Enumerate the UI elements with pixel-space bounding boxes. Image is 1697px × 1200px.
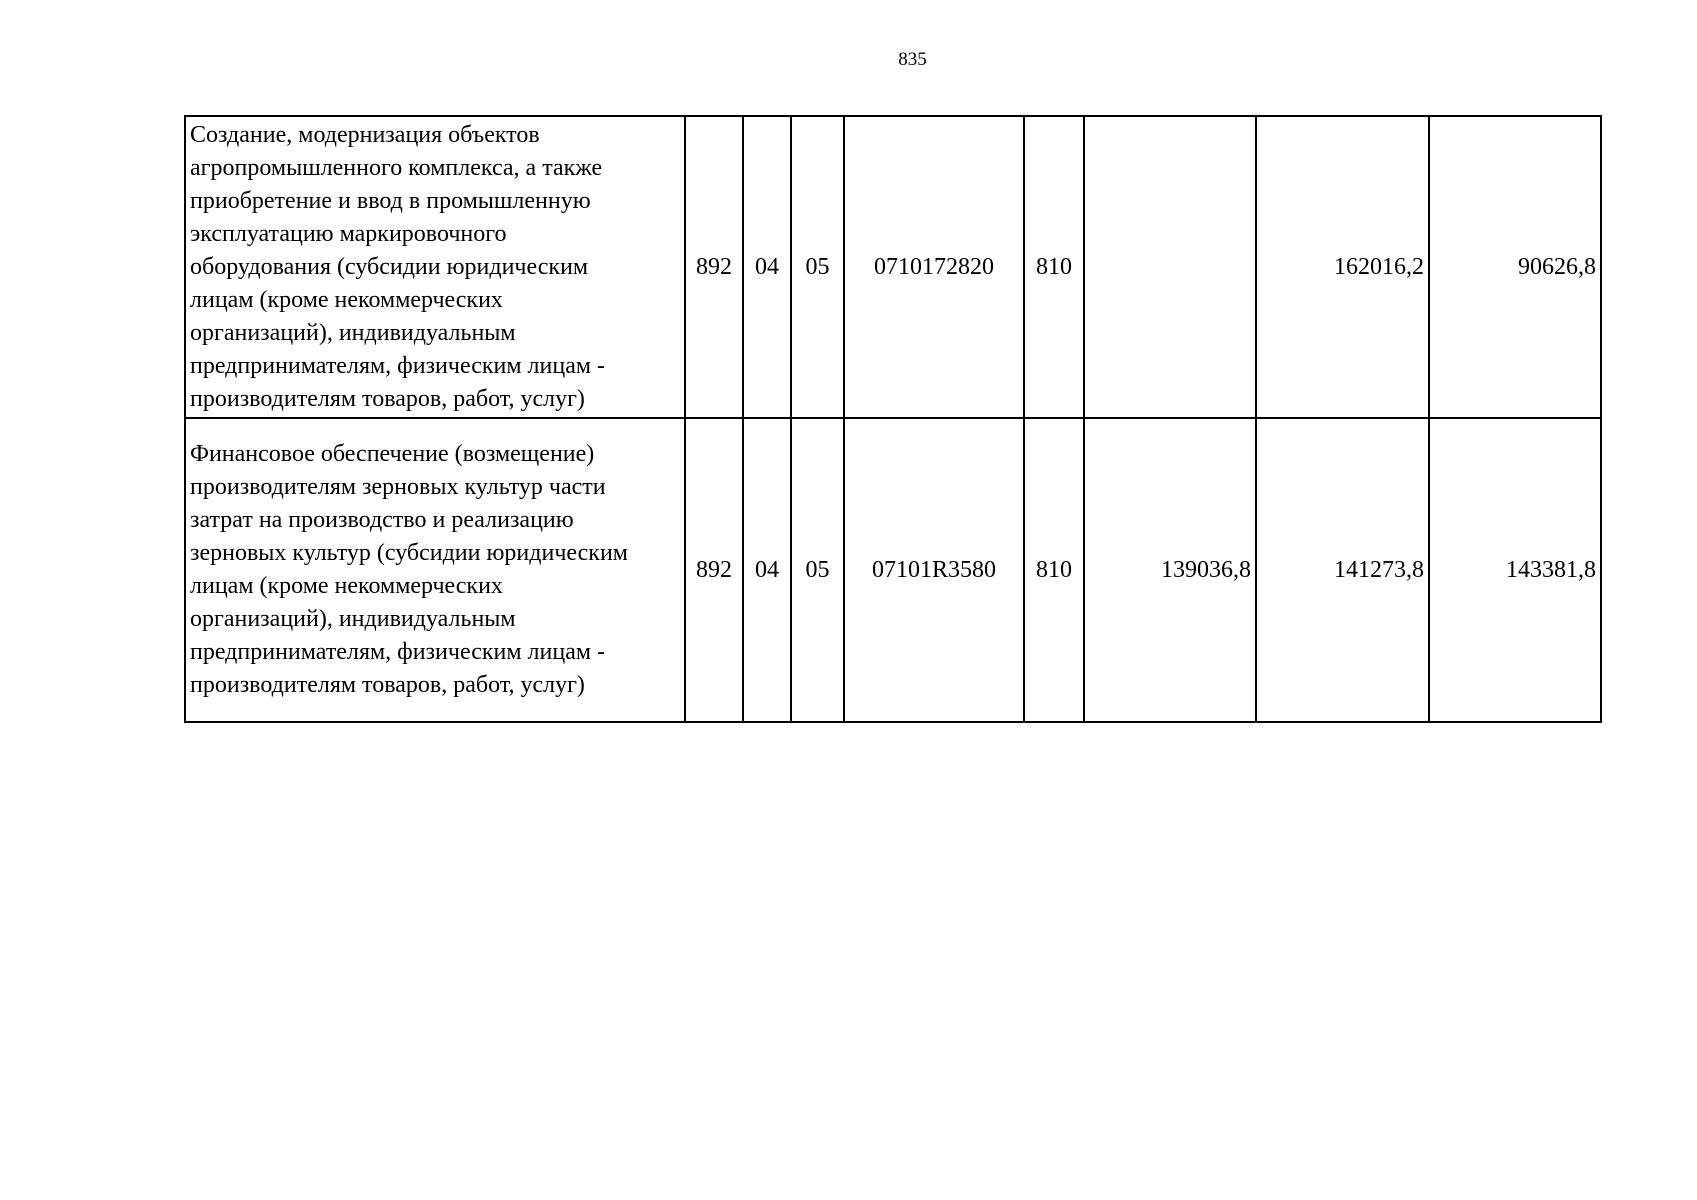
amount-3-cell: 143381,8 <box>1429 418 1601 722</box>
section-code-cell: 04 <box>743 418 791 722</box>
ministry-code-cell: 892 <box>685 116 743 418</box>
target-article-cell: 0710172820 <box>844 116 1024 418</box>
amount-3-cell: 90626,8 <box>1429 116 1601 418</box>
amount-1-cell: 139036,8 <box>1084 418 1256 722</box>
page-number: 835 <box>898 49 927 70</box>
table-row <box>185 116 1601 418</box>
amount-2-cell: 141273,8 <box>1256 418 1429 722</box>
ministry-code-cell: 892 <box>685 418 743 722</box>
amount-2-cell: 162016,2 <box>1256 116 1429 418</box>
table-row <box>185 418 1601 722</box>
subsection-code-cell: 05 <box>791 116 844 418</box>
expense-type-cell: 810 <box>1024 116 1084 418</box>
amount-1-cell <box>1084 116 1256 418</box>
budget-table <box>184 115 1602 723</box>
description-cell: Создание, модернизация объектов агропромышленного комплекса, а также приобретение и ввод в промышленную эксплуатацию маркировочного оборудования (субсидии юридическим лицам (кроме некоммерческих организаций), индивидуальным предпринимателям, физическим лицам - производителям товаров, работ, услуг) <box>185 116 685 418</box>
subsection-code-cell: 05 <box>791 418 844 722</box>
expense-type-cell: 810 <box>1024 418 1084 722</box>
description-cell: Финансовое обеспечение (возмещение) производителям зерновых культур части затрат на производство и реализацию зерновых культур (субсидии юридическим лицам (кроме некоммерческих организаций), индивидуальным предпринимателям, физическим лицам - производителям товаров, работ, услуг) <box>185 418 685 722</box>
target-article-cell: 07101R3580 <box>844 418 1024 722</box>
section-code-cell: 04 <box>743 116 791 418</box>
